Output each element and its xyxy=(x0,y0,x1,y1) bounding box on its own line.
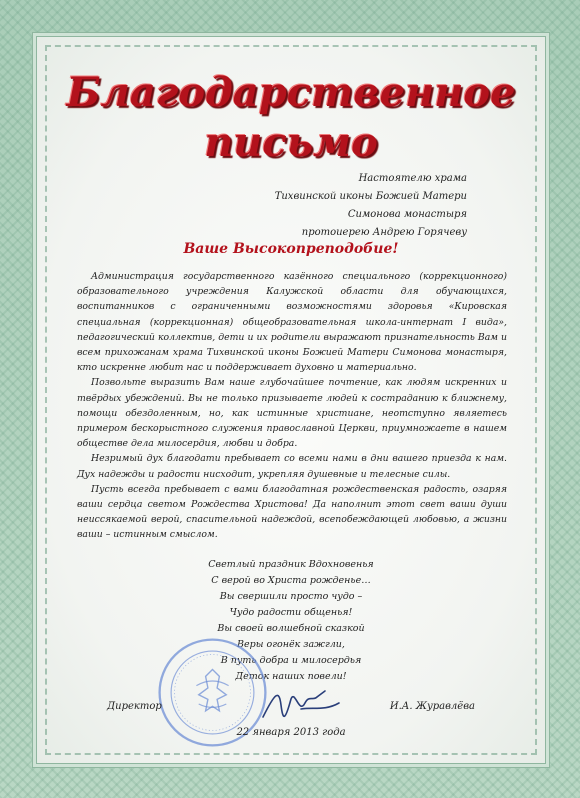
poem-line: Вы своей волшебной сказкой xyxy=(217,623,365,634)
poem-line: С верой во Христа рожденье… xyxy=(211,575,371,586)
paragraph: Незримый дух благодати пребывает со всеми нами в дни вашего приезда к нам. Дух надежды и радости нисходит, укрепляя душевные и телесные силы. xyxy=(77,453,507,480)
letter-body xyxy=(77,269,507,543)
paragraph: Пусть всегда пребывает с вами благодатная рождественская радость, озаряя ваши сердца светом Рождества Христова! Да наполнит этот свет ваши души неиссякаемой верой, спасительной надеждой, всепобеждающей любовью, а жизни ваши – истинным смыслом. xyxy=(77,483,507,541)
paragraph: Администрация государственного казённого специального (коррекционного) образовательного учреждения Калужской области для обучающихся, воспитанников с ограниченными возможностями здоровья «Кировская специальная (коррекционная) общеобразовательная школа-интернат I вида», педагогический коллектив, дети и их родители выражают признательность Вам и всем прихожанам храма Тихвинской иконы Божией Матери Симонова монастыря, кто искренне любит нас и поддерживает духовно и материально. xyxy=(77,271,507,374)
poem-line: Светлый праздник Вдохновенья xyxy=(208,559,374,570)
addressee-line: Симонова монастыря xyxy=(347,209,467,220)
addressee-line: протоиерею Андрею Горячеву xyxy=(301,227,467,238)
addressee-block xyxy=(207,170,467,242)
document-date: 22 января 2013 года xyxy=(236,727,346,738)
poem-line: Деток наших повели! xyxy=(235,671,347,682)
addressee-line: Настоятелю храма xyxy=(358,173,467,184)
poem xyxy=(37,557,545,685)
poem-line: Веры огонёк зажгли, xyxy=(237,639,345,650)
title-line-1: Благодарственное xyxy=(66,69,516,116)
poem-line: Чудо радости общенья! xyxy=(229,607,353,618)
signatory-role: Директор xyxy=(107,701,162,712)
signatory-name: И.А. Журавлёва xyxy=(389,701,475,712)
director-signature-icon xyxy=(255,685,345,725)
paragraph: Позвольте выразить Вам наше глубочайшее почтение, как людям искренних и твёрдых убеждений. Вы не только призываете людей к состраданию к ближнему, помощи обездоленным, но, как истинные христиане, неотступно являетесь примером бескорыстного служения православной Церкви, приумножаете в нашем обществе дела милосердия, любви и добра. xyxy=(77,377,507,450)
addressee-line: Тихвинской иконы Божией Матери xyxy=(274,191,467,202)
poem-line: Вы свершили просто чудо – xyxy=(219,591,363,602)
poem-line: В путь добра и милосердья xyxy=(220,655,362,666)
certificate-inner-field xyxy=(36,36,546,764)
title-line-2: письмо xyxy=(204,119,378,166)
salutation: Ваше Высокопреподобие! xyxy=(183,241,399,257)
